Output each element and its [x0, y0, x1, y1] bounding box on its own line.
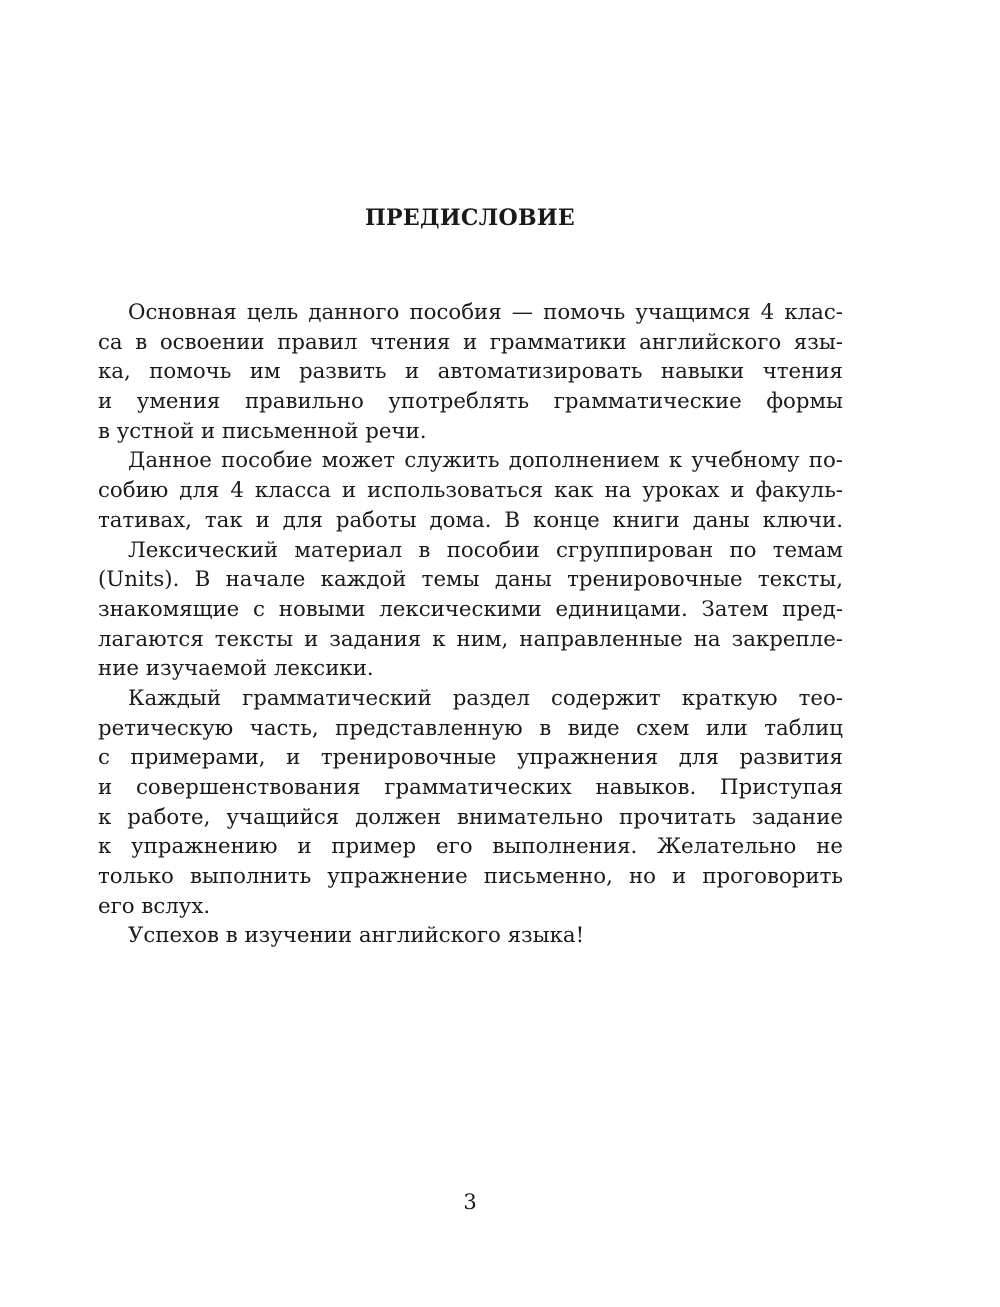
text-line: Данное пособие может служить дополнением к учебному по-: [128, 448, 843, 474]
text-line: и умения правильно употреблять грамматические формы: [98, 389, 843, 415]
page-title: ПРЕДИСЛОВИЕ: [364, 205, 575, 231]
page-number: 3: [463, 1190, 477, 1214]
text-line: (Units). В начале каждой темы даны тренировочные тексты,: [98, 567, 843, 593]
text-line: ние изучаемой лексики.: [98, 656, 374, 682]
preface-body: [98, 298, 843, 951]
text-line: тативах, так и для работы дома. В конце книги даны ключи.: [98, 507, 843, 533]
text-line: в устной и письменной речи.: [98, 418, 427, 444]
text-line: Успехов в изучении английского языка!: [128, 923, 585, 949]
text-line: лагаются тексты и задания к ним, направленные на закрепле-: [98, 626, 843, 652]
text-line: ка, помочь им развить и автоматизировать навыки чтения: [98, 359, 843, 385]
text-line: Основная цель данного пособия — помочь учащимся 4 клас-: [128, 300, 843, 325]
text-line: его вслух.: [98, 893, 211, 919]
text-line: ретическую часть, представленную в виде схем или таблиц: [98, 715, 843, 741]
text-line: и совершенствования грамматических навыков. Приступая: [98, 775, 843, 800]
text-line: собию для 4 класса и использоваться как на уроках и факуль-: [98, 478, 843, 504]
text-line: с примерами, и тренировочные упражнения для развития: [98, 745, 843, 771]
text-line: только выполнить упражнение письменно, но и проговорить: [98, 864, 843, 890]
text-line: Каждый грамматический раздел содержит краткую тео-: [128, 685, 843, 711]
text-line: к работе, учащийся должен внимательно прочитать задание: [98, 804, 843, 830]
text-line: к упражнению и пример его выполнения. Желательно не: [98, 834, 843, 860]
text-line: Лексический материал в пособии сгруппирован по темам: [128, 537, 843, 563]
text-line: знакомящие с новыми лексическими единицами. Затем пред-: [98, 596, 843, 622]
text-line: са в освоении правил чтения и грамматики английского язы-: [98, 329, 843, 355]
